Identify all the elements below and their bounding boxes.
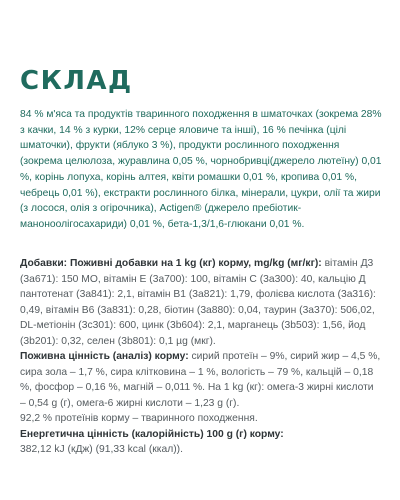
composition-text: 84 % м'яса та продуктів тваринного походження в шматочках (зокрема 28% з качки, 14 % з курки, 12% серце яловиче та інші), 16 % печінка (цілі шматочки), фрукти (яблуко 3 %), продукти рослинного походження (зокрема целюлоза, журавлина 0,05 %, чорнобривці(джерело лютеїну) 0,01 %, корінь лопуха, корінь алтея, квіти ромашки 0,01 %, кропива 0,01 %, чебрець 0,01 %), екстракти рослинного білка, мінерали, цукри, олії та жири (з лосося, олія з огірочника), Actigen® (джерело пребіотик-маноноолігосахариди) 0,01 %, бета-1,3/1,6-глюкани 0,01 %. — [20, 109, 382, 230]
energy-label: Енергетична цінність (калорійність) 100 g (г) корму: — [20, 428, 284, 440]
analysis-paragraph — [20, 349, 382, 411]
energy-text: 382,12 kJ (кДж) (91,33 kcal (ккал)). — [20, 444, 183, 455]
protein-note: 92,2 % протеїнів корму – тваринного походження. — [20, 413, 258, 424]
analysis-text: сирий протеїн – 9%, сирий жир – 4,5 %, сира зола – 1,7 %, сира клітковина – 1 %, вологість – 79 %, кальцій – 0,18 %, фосфор – 0,16 %, магній – 0,011 %. На 1 kg (кг): омега-3 жирні кислоти – 0,54 g (г), омега-6 жирні кислоти – 1,23 g (г). — [20, 351, 381, 409]
nutrition-details — [20, 256, 382, 458]
additives-paragraph — [20, 256, 382, 349]
analysis-label: Поживна цінність (аналіз) корму: — [20, 351, 189, 362]
page-title: СКЛАД — [20, 66, 133, 96]
additives-text: вітамін Д3 (3а671): 150 МО, вітамін Е (3а700): 100, вітамін С (3а300): 40, кальцію Д пантотенат (3а841): 2,1, вітамін В1 (3а821): 1,79, фолієва кислота (3а316): 0,49, вітамін В6 (3а831): 0,28, біотин (3а880): 0,04, таурин (3а370): 506,02, DL-метіонін (3с301): 600, цинк (3b604): 2,1, марганець (3b503): 1,56, йод (3b201): 0,32, селен (3b801): 0,1 µg (мкг). — [20, 258, 376, 347]
additives-label: Добавки: Поживні добавки на 1 kg (кг) корму, mg/kg (мг/кг): — [20, 258, 322, 269]
